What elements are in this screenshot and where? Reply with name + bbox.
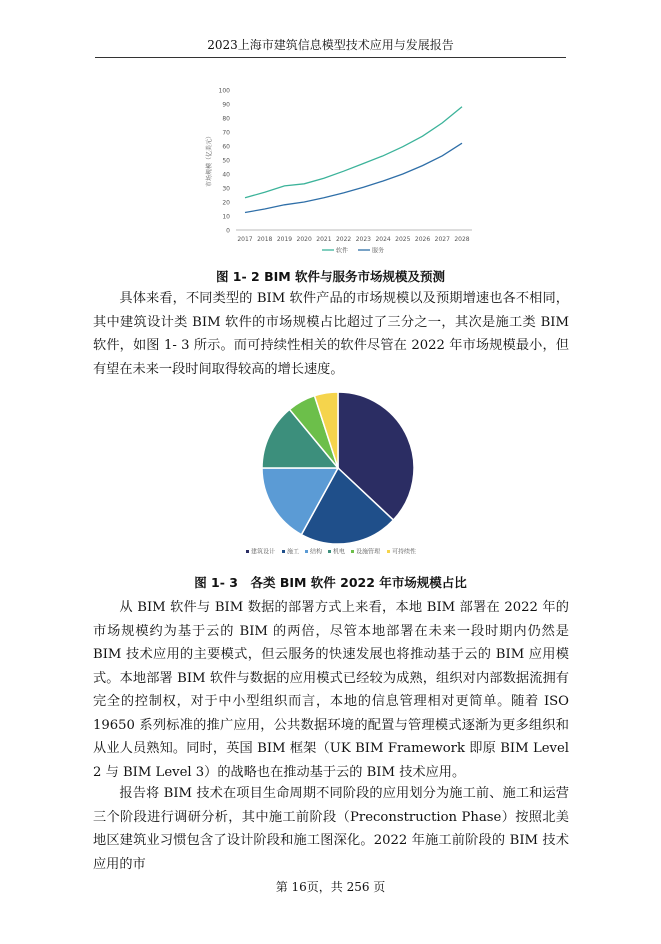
y-tick-label: 100 bbox=[218, 87, 230, 95]
line-chart-figure bbox=[0, 80, 661, 270]
series-line-软件 bbox=[245, 107, 462, 198]
y-tick-label: 80 bbox=[222, 115, 230, 123]
legend-label: 结构 bbox=[310, 548, 323, 556]
y-tick-label: 90 bbox=[222, 101, 230, 109]
legend-swatch bbox=[282, 550, 285, 553]
legend-swatch bbox=[387, 550, 390, 553]
figure2-caption: 图 1- 3 各类 BIM 软件 2022 年市场规模占比 bbox=[194, 575, 467, 590]
x-tick-label: 2028 bbox=[454, 236, 470, 243]
pie-chart-figure bbox=[0, 382, 661, 562]
x-tick-label: 2020 bbox=[296, 236, 312, 243]
x-tick-label: 2021 bbox=[316, 236, 332, 243]
series-line-服务 bbox=[245, 143, 462, 212]
paragraph-1: 具体来看，不同类型的 BIM 软件产品的市场规模以及预期增速也各不相同，其中建筑设计类 BIM 软件的市场规模占比超过了三分之一，其次是施工类 BIM 软件，如图 1- 3 所示。而可持续性相关的软件尽管在 2022 年市场规模最小，但有望在未来一段时间取得较高的增长速度。 bbox=[93, 291, 569, 377]
legend-swatch bbox=[328, 550, 331, 553]
legend-label: 建筑设计 bbox=[251, 548, 276, 556]
page-header: 2023上海市建筑信息模型技术应用与发展报告 bbox=[95, 36, 566, 58]
legend-label: 机电 bbox=[333, 548, 346, 556]
x-tick-label: 2018 bbox=[257, 236, 273, 243]
legend-label: 施工 bbox=[287, 548, 300, 556]
y-tick-label: 30 bbox=[222, 185, 230, 193]
legend-swatch bbox=[246, 550, 249, 553]
legend-label: 设施管理 bbox=[356, 548, 381, 556]
page-footer: 第 16页，共 256 页 bbox=[275, 880, 386, 894]
x-tick-label: 2025 bbox=[395, 236, 411, 243]
y-tick-label: 70 bbox=[222, 129, 230, 137]
y-tick-label: 20 bbox=[222, 199, 230, 207]
y-tick-label: 10 bbox=[222, 213, 230, 221]
legend-swatch bbox=[351, 550, 354, 553]
y-tick-label: 40 bbox=[222, 171, 230, 179]
figure1-caption: 图 1- 2 BIM 软件与服务市场规模及预测 bbox=[215, 269, 446, 284]
legend-label: 服务 bbox=[372, 247, 385, 255]
legend-label: 软件 bbox=[336, 247, 349, 255]
pie-chart bbox=[0, 382, 661, 562]
x-tick-label: 2026 bbox=[414, 236, 431, 243]
legend-swatch bbox=[305, 550, 308, 553]
x-tick-label: 2023 bbox=[355, 236, 372, 243]
y-axis-label: 市场规模（亿美元） bbox=[206, 132, 213, 188]
y-tick-label: 50 bbox=[222, 157, 230, 165]
paragraph-3: 报告将 BIM 技术在项目生命周期不同阶段的应用划分为施工前、施工和运营三个阶段进行调研分析，其中施工前阶段（Preconstruction Phase）按照北美地区建筑业习惯包含了设计阶段和施工图深化。2022 年施工前阶段的 BIM 技术应用的市 bbox=[93, 786, 569, 872]
x-tick-label: 2022 bbox=[335, 236, 352, 243]
paragraph-2: 从 BIM 软件与 BIM 数据的部署方式上来看，本地 BIM 部署在 2022 年的市场规模约为基于云的 BIM 的两倍，尽管本地部署在未来一段时期内仍然是 BIM 技术应用的主要模式，但云服务的快速发展也将推动基于云的 BIM 应用模式。本地部署 BIM 软件与数据的应用模式已经较为成熟，组织对内部数据流拥有完全的控制权，对于中小型组织而言，本地的信息管理相对更简单。随着 ISO 19650 系列标准的推广应用，公共数据环境的配置与管理模式逐渐为更多组织和从业人员熟知。同时，英国 BIM 框架（UK BIM Framework 即原 BIM Level 2 与 BIM Level 3）的战略也在推动基于云的 BIM 技术应用。 bbox=[93, 600, 569, 780]
y-tick-label: 0 bbox=[226, 227, 230, 235]
legend-label: 可持续性 bbox=[392, 548, 417, 556]
y-tick-label: 60 bbox=[222, 143, 230, 151]
line-chart bbox=[0, 80, 661, 270]
x-tick-label: 2017 bbox=[237, 236, 253, 243]
x-tick-label: 2019 bbox=[276, 236, 293, 243]
x-tick-label: 2027 bbox=[434, 236, 450, 243]
x-tick-label: 2024 bbox=[375, 236, 391, 243]
